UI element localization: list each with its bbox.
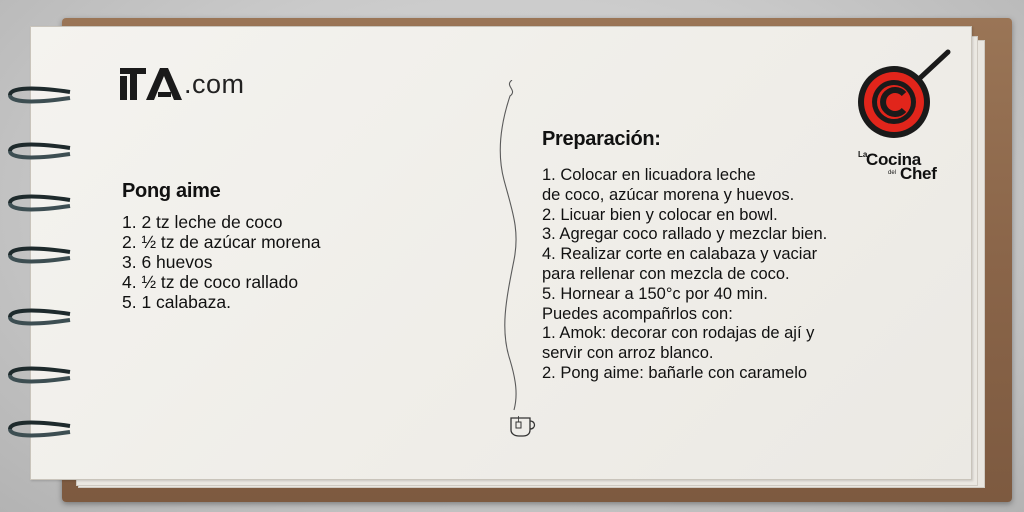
ingredients-list <box>122 212 320 312</box>
spiral-binding-ring-icon <box>6 140 74 162</box>
preparation-list <box>542 166 902 384</box>
spiral-binding-ring-icon <box>6 244 74 266</box>
list-item: 3. Agregar coco rallado y mezclar bien. <box>542 225 828 244</box>
spiral-binding-ring-icon <box>6 84 74 106</box>
list-item: 1. Amok: decorar con rodajas de ají y <box>542 324 815 343</box>
chef-brand-del: del <box>888 170 897 176</box>
list-item: Puedes acompañrlos con: <box>542 304 733 323</box>
list-item: 4. ½ tz de coco rallado <box>122 272 299 292</box>
list-item: 1. Colocar en licuadora leche <box>542 166 756 184</box>
site-domain-suffix: .com <box>184 68 245 99</box>
preparation-title: Preparación: <box>542 128 661 150</box>
list-item: de coco, azúcar morena y huevos. <box>542 185 795 204</box>
list-item: servir con arroz blanco. <box>542 344 714 363</box>
list-item: 5. Hornear a 150°c por 40 min. <box>542 284 768 303</box>
list-item: 2. Licuar bien y colocar en bowl. <box>542 205 778 224</box>
spiral-binding-ring-icon <box>6 364 74 386</box>
steam-divider <box>494 80 534 420</box>
spiral-binding-ring-icon <box>6 192 74 214</box>
list-item: 3. 6 huevos <box>122 252 213 272</box>
list-item: 2. Pong aime: bañarle con caramelo <box>542 363 808 382</box>
chef-brand-chef: Chef <box>900 164 937 183</box>
list-item: para rellenar con mezcla de coco. <box>542 264 790 283</box>
list-item: 2. ½ tz de azúcar morena <box>122 232 321 252</box>
list-item: 4. Realizar corte en calabaza y vaciar <box>542 245 818 264</box>
tea-cup-icon <box>508 412 538 438</box>
list-item: 5. 1 calabaza. <box>122 292 231 312</box>
ta-logo-icon <box>120 68 182 100</box>
spiral-binding-ring-icon <box>6 306 74 328</box>
chef-brand-la: La <box>858 150 868 159</box>
chef-brand-cocina: Cocina <box>866 150 921 169</box>
list-item: 1. 2 tz leche de coco <box>122 212 283 232</box>
spiral-binding-ring-icon <box>6 418 74 440</box>
ingredients-title: Pong aime <box>122 180 221 202</box>
site-logo <box>120 66 245 102</box>
